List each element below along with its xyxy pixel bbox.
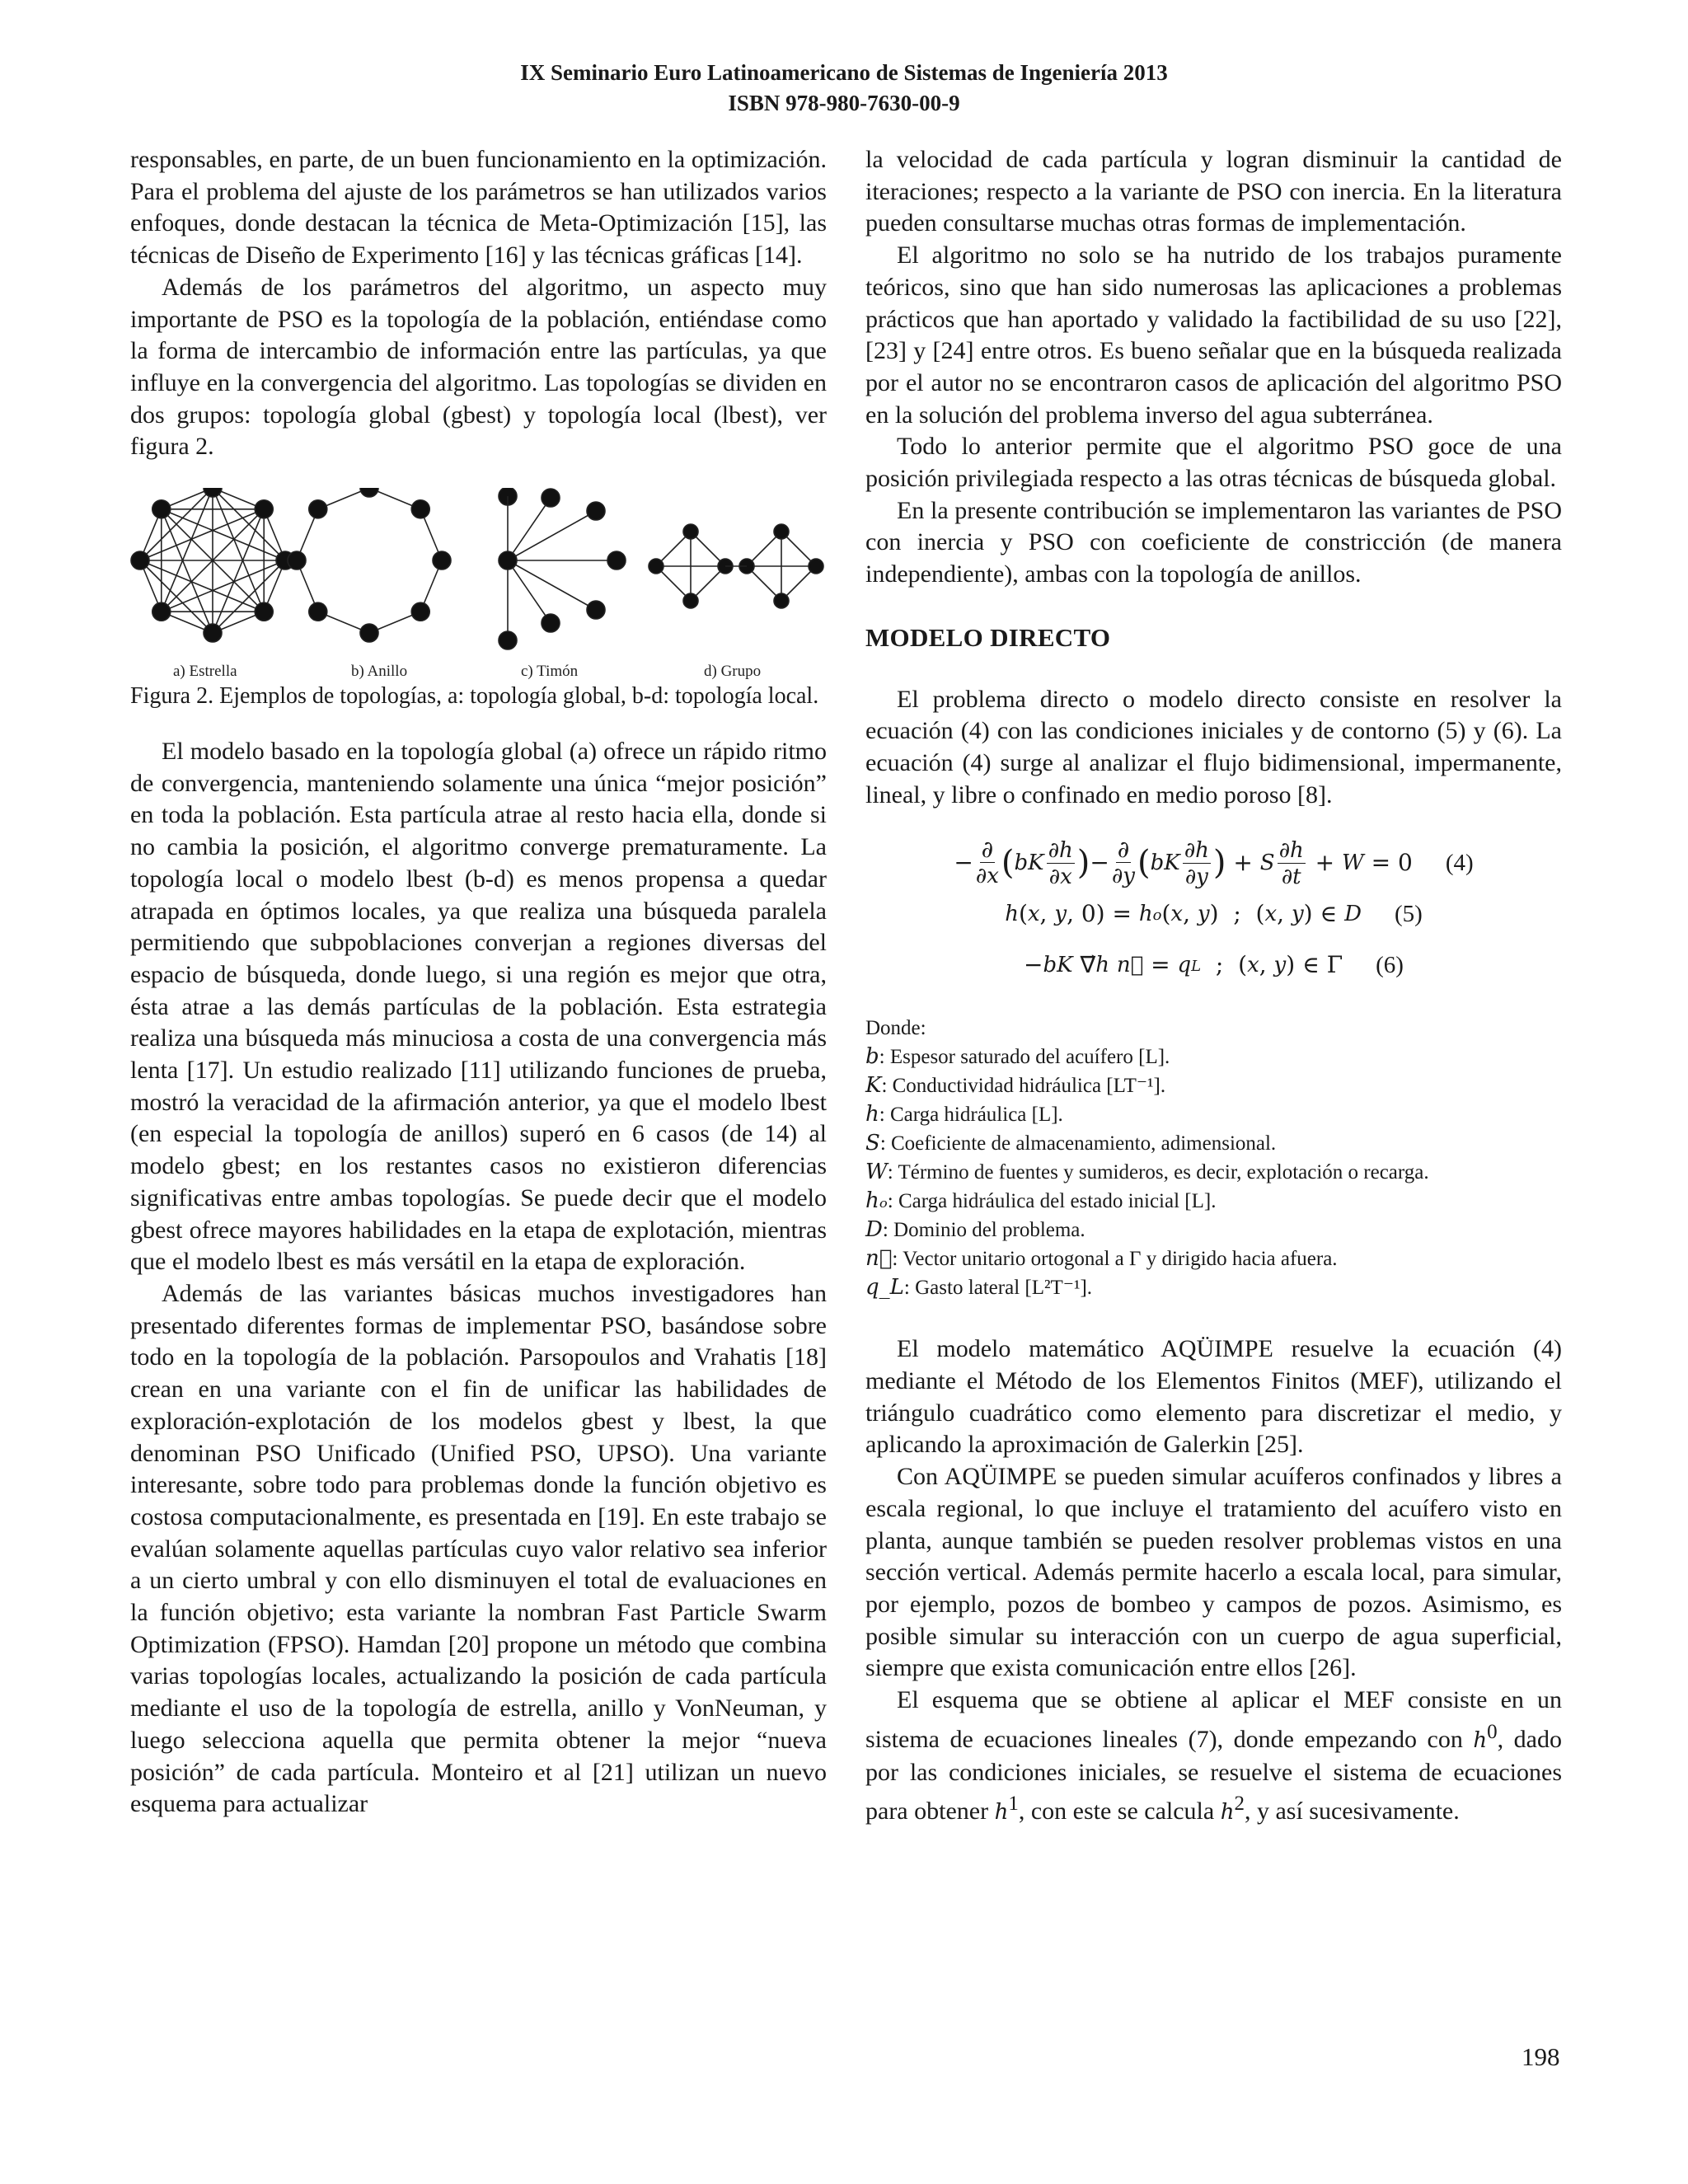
graph-edge xyxy=(508,560,551,623)
paragraph: Además de las variantes básicas muchos investigadores han presentado diferentes formas de implementar PSO, basándose sobre todo en la topología de la población. Parsopoulos and Vrahatis [18] crean en una variante con el fin de unificar las habilidades de exploración-explotación de los modelos gbest y lbest, la que denominan PSO Unificado (Unified PSO, UPSO). Una variante interesante, sobre todo para problemas donde la función objetivo es costosa computacionalmente, es presentada en [19]. En este trabajo se evalúan solamente aquellas partículas cuyo valor relativo sea inferior a un cierto umbral y con ello disminuyen el total de evaluaciones en la función objetivo; esta variante la nombran Fast Particle Swarm Optimization (FPSO). Hamdan [20] propone un método que combina varias topologías locales, actualizando la posición de cada partícula mediante el uso de la topología de estrella, anillo y VonNeuman, y luego selecciona aquella que permita obtener la mejor “nueva posición” de cada partícula. Monteiro et al [21] utilizan un nuevo esquema para actualizar xyxy=(130,1279,827,1818)
graph-node xyxy=(131,551,149,569)
graph-node xyxy=(309,602,327,621)
graph-node xyxy=(360,488,378,497)
graph-node xyxy=(152,500,171,518)
equation-4: − $\frac{\partial}{\partial x}$ ( bK $\frac{\partial h}{\partial x}$ ) − $\frac{\partial}{\partial y}$ ( bK $\frac{\partial h}{\partial y}$ ) + S $\frac{\partial h}{\partial t}$ + W = 0 (4) xyxy=(954,836,1474,889)
definitions-intro: Donde: xyxy=(865,1017,926,1040)
paragraph: responsables, en parte, de un buen funcionamiento en la optimización. Para el problema del ajuste de los parámetros se han utilizados varios enfoques, donde destacan la técnica de Meta-Optimización [15], las técnicas de Diseño de Experimento [16] y las técnicas gráficas [14]. xyxy=(130,146,827,269)
left-column xyxy=(130,144,827,1821)
paragraph: El algoritmo no solo se ha nutrido de los trabajos puramente teóricos, sino que han sido numerosas las aplicaciones a problemas prácticos que han aportado y validado la factibilidad de su uso [22], [23] y [24] entre otros. Es bueno señalar que en la búsqueda realizada por el autor no se encontraron casos de aplicación del algoritmo PSO en la solución del problema inverso del agua subterránea. xyxy=(865,241,1562,429)
graph-node xyxy=(607,551,626,569)
paragraph: Con AQÜIMPE se pueden simular acuíferos confinados y libres a escala regional, lo que incluye el tratamiento del acuífero visto en planta, aunque también se pueden resolver problemas vistos en una sección vertical. Además permite hacerlo a escala local, para simular, por ejemplo, pozos de bombeo y campos de pozos. Asimismo, es posible simular su interacción con un cuerpo de agua superficial, siempre que exista comunicación entre ellos [26]. xyxy=(865,1463,1562,1682)
figure-2 xyxy=(130,488,827,711)
graph-node xyxy=(411,500,429,518)
graph-node xyxy=(204,488,222,497)
symbol-definitions xyxy=(865,1014,1562,1302)
section-heading: MODELO DIRECTO xyxy=(865,622,1111,652)
graph-node xyxy=(360,624,378,642)
graph-node xyxy=(649,559,663,574)
paragraph: El problema directo o modelo directo consiste en resolver la ecuación (4) con las condiciones iniciales y de contorno (5) y (6). La ecuación (4) surge al analizar el flujo bidimensional, impermanente, lineal, y libre o confinado en medio poroso [8]. xyxy=(865,685,1562,808)
figure-caption: Figura 2. Ejemplos de topologías, a: topología global, b-d: topología local. xyxy=(130,683,819,710)
topology-group-graph xyxy=(649,524,823,608)
graph-node xyxy=(255,602,273,621)
label-anillo: b) Anillo xyxy=(351,663,408,681)
definition-item: S: Coeficiente de almacenamiento, adimensional. xyxy=(865,1131,1277,1156)
graph-node xyxy=(152,602,171,621)
graph-node xyxy=(809,559,823,574)
graph-node xyxy=(683,524,698,539)
graph-node xyxy=(288,551,306,569)
header-conference: IX Seminario Euro Latinoamericano de Sistemas de Ingeniería 2013 xyxy=(520,60,1168,85)
paragraph: En la presente contribución se implementaron las variantes de PSO con inercia y PSO con coeficiente de constricción (de manera independiente), ambas con la topología de anillos. xyxy=(865,496,1562,588)
definition-item: hₒ: Carga hidráulica del estado inicial [L]. xyxy=(865,1188,1217,1214)
graph-node xyxy=(587,601,605,619)
graph-edge xyxy=(508,560,596,610)
equation-number: (4) xyxy=(1445,850,1474,876)
graph-node xyxy=(255,500,273,518)
paragraph: Además de los parámetros del algoritmo, un aspecto muy importante de PSO es la topología de la población, entiéndase como la forma de intercambio de información entre las partículas, ya que influye en la convergencia del algoritmo. Las topologías se dividen en dos grupos: topología global (gbest) y topología local (lbest), ver figura 2. xyxy=(130,273,827,461)
equation-number: (5) xyxy=(1394,901,1423,927)
topology-ring-graph xyxy=(288,488,451,642)
definition-item: q_L: Gasto lateral [L²T⁻¹]. xyxy=(865,1275,1093,1301)
definition-item: n⃗: Vector unitario ortogonal a Γ y dirigido hacia afuera. xyxy=(865,1246,1338,1272)
graph-node xyxy=(204,624,222,642)
equation-number: (6) xyxy=(1376,952,1404,978)
definition-item: D: Dominio del problema. xyxy=(865,1217,1085,1243)
graph-node xyxy=(309,500,327,518)
page-header xyxy=(0,58,1688,119)
definition-item: W: Término de fuentes y sumideros, es decir, explotación o recarga. xyxy=(865,1160,1429,1185)
paragraph: El modelo basado en la topología global (a) ofrece un rápido ritmo de convergencia, manteniendo solamente una única “mejor posición” en toda la población. Esta partícula atrae al resto hacia ella, donde si no cambia la posición, el algoritmo converge prematuramente. La topología local o modelo lbest (b-d) es menos propensa a quedar atrapada en óptimos locales, ya que realiza una búsqueda paralela permitiendo que subpoblaciones converjan a regiones diversas del espacio de búsqueda, donde luego, si una región es mejor que otra, ésta atrae a las demás partículas de la población. Esta estrategia realiza una búsqueda más minuciosa a costa de una convergencia más lenta [17]. Un estudio realizado [11] utilizando funciones de prueba, mostró la veracidad de la afirmación anterior, ya que el modelo lbest (en especial la topología de anillos) superó en 6 casos (de 14) al modelo gbest; en los restantes casos no existieron diferencias significativas entre ambas topologías. Se puede decir que el modelo gbest ofrece mayores habilidades en la etapa de explotación, mientras que el modelo lbest es más versátil en la etapa de exploración. xyxy=(130,738,827,1276)
graph-node xyxy=(774,524,789,539)
label-grupo: d) Grupo xyxy=(704,663,762,681)
equation-5: h ( x , y , 0) = h o ( x , y ) ; ( x , y ) ∈ D (5) xyxy=(865,888,1562,940)
graph-node xyxy=(411,602,429,621)
graph-node xyxy=(542,489,560,507)
label-timon: c) Timón xyxy=(521,663,579,681)
graph-edge xyxy=(508,511,596,560)
graph-node xyxy=(774,593,789,608)
graph-node xyxy=(499,551,517,569)
header-isbn: ISBN 978-980-7630-00-9 xyxy=(728,91,960,115)
definition-item: K: Conductividad hidráulica [LT⁻¹]. xyxy=(865,1073,1166,1099)
topology-diagram xyxy=(130,488,827,682)
equations-block xyxy=(865,837,1562,991)
definition-item: b: Espesor saturado del acuífero [L]. xyxy=(865,1044,1170,1070)
topology-wheel-graph xyxy=(499,488,626,649)
label-estrella: a) Estrella xyxy=(173,663,237,681)
graph-node xyxy=(433,551,451,569)
topology-star-graph xyxy=(131,488,294,642)
equation-6: − bK ∇⃗ h n⃗ = q L ; ( x , y ) ∈ Γ (6) xyxy=(865,940,1562,991)
paragraph: Todo lo anterior permite que el algoritmo PSO goce de una posición privilegiada respecto a las otras técnicas de búsqueda global. xyxy=(865,433,1562,493)
graph-node xyxy=(499,631,517,649)
graph-node xyxy=(587,502,605,520)
graph-edge xyxy=(508,498,551,560)
paragraph: El modelo matemático AQÜIMPE resuelve la ecuación (4) mediante el Método de los Elementos Finitos (MEF), utilizando el triángulo cuadrático como elemento para discretizar el medio, y aplicando la aproximación de Galerkin [25]. xyxy=(865,1335,1562,1459)
graph-node xyxy=(542,614,560,632)
paragraph: la velocidad de cada partícula y logran disminuir la cantidad de iteraciones; respecto a la variante de PSO con inercia. En la literatura pueden consultarse muchas otras formas de implementación. xyxy=(865,146,1562,237)
definition-item: h: Carga hidráulica [L]. xyxy=(865,1102,1063,1127)
graph-node xyxy=(683,593,698,608)
page-number: 198 xyxy=(1522,2042,1560,2071)
paragraph: El esquema que se obtiene al aplicar el MEF consiste en un sistema de ecuaciones lineales (7), donde empezando con $h^0$, dado por las condiciones iniciales, se resuelve el sistema de ecuaciones para obtener $h^1$, con este se calcula $h^2$, y así sucesivamente. xyxy=(865,1686,1562,1825)
right-column xyxy=(865,144,1562,1829)
